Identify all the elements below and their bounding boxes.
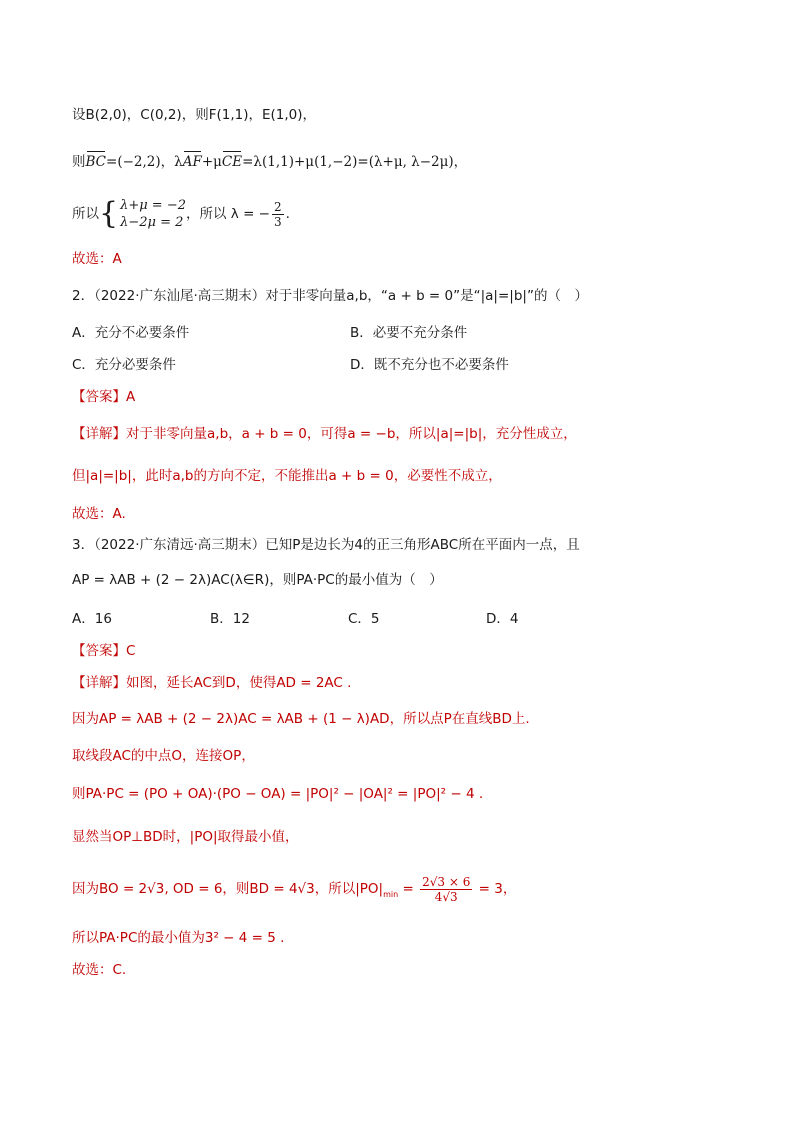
text: =(−2,2)，λ xyxy=(106,154,183,170)
text: +μ xyxy=(201,154,222,170)
q2-detail-2: 但|a|=|b|，此时a,b的方向不定，不能推出a + b = 0，必要性不成立， xyxy=(72,468,502,484)
vector-af: AF xyxy=(183,150,202,171)
q3-choose: 故选：C. xyxy=(72,962,127,978)
choose-line-1: 故选：A xyxy=(72,251,122,267)
q3-stem-line-1: 3．（2022·广东清远·高三期末）已知P是边长为4的正三角形ABC所在平面内一点，且 xyxy=(72,537,580,553)
text: 所以 xyxy=(72,206,99,222)
fraction xyxy=(420,875,472,904)
q2-stem: 2．（2022·广东汕尾·高三期末）对于非零向量a,b，“a + b = 0”是“|a|=|b|”的（ ） xyxy=(72,288,588,304)
q3-option-a: A．16 xyxy=(72,611,112,627)
q2-option-a: A．充分不必要条件 xyxy=(72,325,190,341)
equation-1: λ+μ = −2 xyxy=(120,198,186,213)
q2-choose: 故选：A. xyxy=(72,506,126,522)
q3-option-b: B．12 xyxy=(210,611,250,627)
text: =λ(1,1)+μ(1,−2)=(λ+μ, λ−2μ)， xyxy=(242,154,468,170)
q2-detail-1: 【详解】对于非零向量a,b，a + b = 0，可得a = −b，所以|a|=|b|，充分性成立， xyxy=(72,426,577,442)
q3-option-d: D．4 xyxy=(486,611,519,627)
numerator: 2√3 × 6 xyxy=(422,874,471,889)
text: = xyxy=(398,881,419,897)
text: ，所以 λ = − xyxy=(186,206,270,222)
q3-answer: 【答案】C xyxy=(72,643,136,659)
text: 因为BO = 2√3, OD = 6，则BD = 4√3，所以|PO| xyxy=(72,881,384,897)
numerator: 2 xyxy=(274,199,282,214)
q2-option-d: D．既不充分也不必要条件 xyxy=(350,357,509,373)
vector-ce: CE xyxy=(222,150,242,171)
vector-bc: BC xyxy=(86,150,107,171)
brace-icon: { xyxy=(99,196,119,231)
equation-system xyxy=(99,197,186,231)
q2-option-c: C．充分必要条件 xyxy=(72,357,176,373)
derivation-line-3 xyxy=(72,196,290,232)
q3-detail-3: 取线段AC的中点O，连接OP， xyxy=(72,748,255,764)
subscript: min xyxy=(383,890,399,899)
derivation-line-1: 设B(2,0)，C(0,2)，则F(1,1)，E(1,0)， xyxy=(72,107,316,123)
q3-detail-2: 因为AP = λAB + (2 − 2λ)AC = λAB + (1 − λ)AD，所以点P在直线BD上. xyxy=(72,711,530,727)
q3-detail-1: 【详解】如图，延长AC到D，使得AD = 2AC . xyxy=(72,675,352,691)
derivation-line-2 xyxy=(72,150,467,171)
q3-option-c: C．5 xyxy=(348,611,380,627)
q3-detail-6 xyxy=(72,872,516,906)
equation-2: λ−2μ = 2 xyxy=(120,215,184,230)
q3-detail-7: 所以PA·PC的最小值为3² − 4 = 5 . xyxy=(72,930,285,946)
denominator: 4√3 xyxy=(434,889,458,904)
q3-stem-line-2: AP = λAB + (2 − 2λ)AC(λ∈R)，则PA·PC的最小值为（ ） xyxy=(72,572,443,588)
denominator: 3 xyxy=(274,214,282,229)
fraction xyxy=(272,200,284,229)
text: . xyxy=(285,206,290,222)
q2-option-b: B．必要不充分条件 xyxy=(350,325,468,341)
q2-answer: 【答案】A xyxy=(72,389,136,405)
text: 则 xyxy=(72,154,86,170)
text: = 3， xyxy=(474,881,517,897)
q3-detail-5: 显然当OP⊥BD时，|PO|取得最小值， xyxy=(72,829,299,845)
q3-detail-4: 则PA·PC = (PO + OA)·(PO − OA) = |PO|² − |OA|² = |PO|² − 4 . xyxy=(72,786,484,802)
